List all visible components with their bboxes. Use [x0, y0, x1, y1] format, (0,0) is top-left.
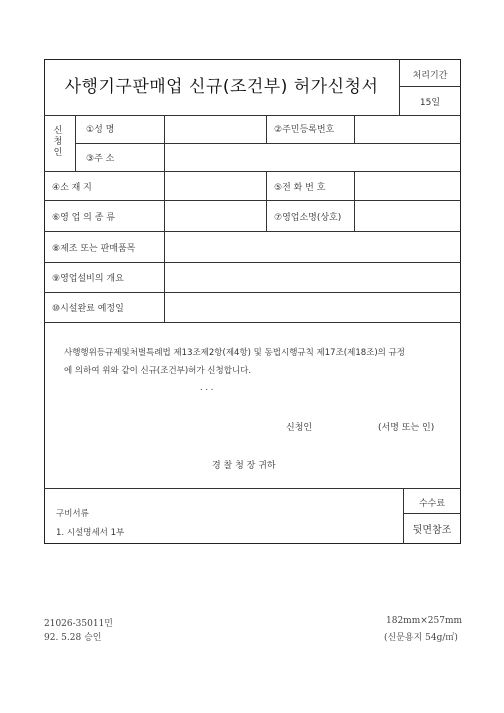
form-number: 21026-35011민: [44, 619, 113, 629]
grid-line: [44, 488, 461, 489]
applicant-sign-label: 신청인: [286, 423, 313, 433]
form-title: 사행기구판매업 신규(조건부) 허가신청서: [64, 77, 379, 97]
attachment-item-1: 1. 시설명세서 1부: [56, 528, 125, 538]
statement-line-1: 사행행위등규제및처벌특례법 제13조제2항(제4항) 및 동법시행규칙 제17조(제18조)의 규정: [64, 348, 406, 358]
location-label: ④소 재 지: [52, 183, 92, 193]
grid-line: [354, 115, 355, 143]
business-name-label: ⑦영업소명(상호): [274, 213, 342, 223]
paper-spec: (신문용지 54g/㎡): [384, 633, 458, 643]
grid-line: [354, 171, 355, 231]
date-marks: . . .: [200, 383, 214, 393]
paper-size: 182mm×257mm: [386, 616, 463, 626]
resident-number-label: ②주민등록번호: [274, 125, 335, 135]
approval-date: 92. 5.28 승인: [44, 633, 102, 643]
grid-line: [44, 292, 461, 293]
addressee: 경 찰 청 장 귀하: [212, 461, 276, 471]
grid-line: [44, 262, 461, 263]
grid-line: [75, 143, 461, 144]
fee-value: 뒷면참조: [412, 525, 452, 536]
attachments-title: 구비서류: [56, 509, 89, 519]
processing-period-value: 15일: [419, 98, 441, 108]
grid-line: [164, 115, 165, 322]
grid-line: [75, 115, 76, 171]
grid-line: [44, 231, 461, 232]
processing-divider: [399, 86, 461, 87]
grid-line: [44, 115, 461, 116]
name-label: ①성 명: [86, 125, 115, 135]
phone-label: ⑤전 화 번 호: [274, 183, 326, 193]
statement-line-2: 에 의하여 위와 같이 신규(조건부)허가 신청합니다.: [64, 366, 252, 376]
products-label: ⑧제조 또는 판매품목: [52, 244, 136, 254]
facilities-label: ⑨영업설비의 개요: [52, 274, 124, 284]
grid-line: [266, 115, 267, 143]
grid-line: [266, 171, 267, 231]
address-label: ③주 소: [86, 154, 115, 164]
grid-line: [44, 171, 461, 172]
signature-note: (서명 또는 인): [378, 423, 435, 433]
completion-date-label: ⑩시설완료 예정일: [52, 304, 124, 314]
processing-period-label: 처리기간: [412, 71, 448, 81]
grid-line: [44, 322, 461, 323]
business-type-label: ⑥영 업 의 종 류: [52, 213, 115, 223]
fee-divider: [403, 513, 461, 514]
fee-label: 수수료: [418, 499, 446, 509]
grid-line: [44, 200, 461, 201]
applicant-group-label: 신청인: [53, 126, 63, 158]
